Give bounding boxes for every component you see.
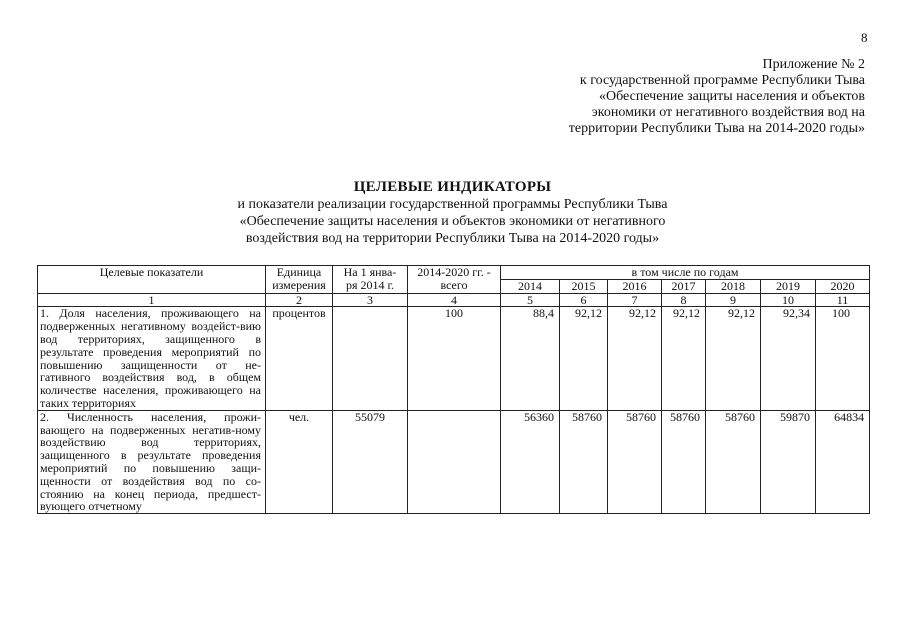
year-value: 58760 xyxy=(662,410,706,513)
table-row xyxy=(38,410,870,513)
year-value: 64834 xyxy=(816,410,870,513)
header-year: 2018 xyxy=(706,279,761,293)
table-row xyxy=(38,307,870,410)
indicator-base xyxy=(333,307,408,410)
year-value: 58760 xyxy=(560,410,608,513)
subtitle-line: воздействия вод на территории Республики Тыва на 2014-2020 годы» xyxy=(245,231,660,246)
header-unit-line: измерения xyxy=(272,277,326,292)
column-number: 2 xyxy=(266,293,333,307)
main-title: ЦЕЛЕВЫЕ ИНДИКАТОРЫ xyxy=(353,179,552,195)
indicator-base: 55079 xyxy=(333,410,408,513)
year-value: 92,34 xyxy=(761,307,816,410)
subtitle-line: и показатели реализации государственной программы Республики Тыва xyxy=(237,197,668,212)
column-number: 3 xyxy=(333,293,408,307)
header-years-group: в том числе по годам xyxy=(501,266,870,280)
appendix-note xyxy=(525,57,865,137)
header-indicator: Целевые показатели xyxy=(38,266,266,294)
header-year: 2014 xyxy=(501,279,560,293)
header-base xyxy=(333,266,408,294)
indicator-description: 2. Численность населения, прожи-вающего на подверженных негатив-ному воздействию вод территориях, защищенного в результате проведения мероприятий по повышению защи-щенности от воздействия вод по со-стоянию на конец периода, предшест-вующего отчетному xyxy=(38,410,266,513)
appendix-line: «Обеспечение защиты населения и объектов xyxy=(599,89,865,104)
column-number: 8 xyxy=(662,293,706,307)
header-total xyxy=(408,266,501,294)
header-base-line: На 1 янва- xyxy=(343,265,397,279)
appendix-line: территории Республики Тыва на 2014-2020 годы» xyxy=(568,121,865,136)
column-number: 5 xyxy=(501,293,560,307)
year-value: 92,12 xyxy=(608,307,662,410)
column-number: 10 xyxy=(761,293,816,307)
header-unit xyxy=(266,266,333,294)
year-value: 92,12 xyxy=(706,307,761,410)
year-value: 59870 xyxy=(761,410,816,513)
column-number: 1 xyxy=(38,293,266,307)
header-year: 2017 xyxy=(662,279,706,293)
year-value: 58760 xyxy=(706,410,761,513)
header-year: 2020 xyxy=(816,279,870,293)
column-number: 4 xyxy=(408,293,501,307)
header-year: 2016 xyxy=(608,279,662,293)
year-value: 92,12 xyxy=(662,307,706,410)
header-row xyxy=(38,266,870,280)
year-value: 88,4 xyxy=(501,307,560,410)
column-number: 9 xyxy=(706,293,761,307)
year-value: 56360 xyxy=(501,410,560,513)
appendix-line: к государственной программе Республики Тыва xyxy=(579,73,865,88)
header-year: 2019 xyxy=(761,279,816,293)
indicator-unit: процентов xyxy=(266,307,333,410)
indicators-table xyxy=(37,265,870,514)
indicator-total xyxy=(408,410,501,513)
indicator-unit: чел. xyxy=(266,410,333,513)
header-total-line: всего xyxy=(440,277,468,292)
column-numbers-row xyxy=(38,293,870,307)
header-total-line: 2014-2020 гг. - xyxy=(417,265,491,279)
appendix-line: Приложение № 2 xyxy=(762,57,865,72)
page-number: 8 xyxy=(861,30,868,45)
column-number: 6 xyxy=(560,293,608,307)
year-value: 100 xyxy=(816,307,870,410)
indicator-total: 100 xyxy=(408,307,501,410)
year-value: 92,12 xyxy=(560,307,608,410)
subtitle xyxy=(200,196,705,247)
document-title xyxy=(200,178,705,247)
appendix-line: экономики от негативного воздействия вод на xyxy=(591,105,865,120)
column-number: 7 xyxy=(608,293,662,307)
year-value: 58760 xyxy=(608,410,662,513)
header-base-line: ря 2014 г. xyxy=(345,277,395,292)
subtitle-line: «Обеспечение защиты населения и объектов экономики от негативного xyxy=(239,214,666,229)
header-year: 2015 xyxy=(560,279,608,293)
column-number: 11 xyxy=(816,293,870,307)
indicator-description: 1. Доля населения, проживающего на подверженных негативному воздейст-вию вод территориях, защищенного в результате проведения мероприятий по повышению защищенности от не-гативного воздействия вод, в общем количестве населения, проживающего на таких территориях xyxy=(38,307,266,410)
header-unit-line: Единица xyxy=(276,265,322,279)
